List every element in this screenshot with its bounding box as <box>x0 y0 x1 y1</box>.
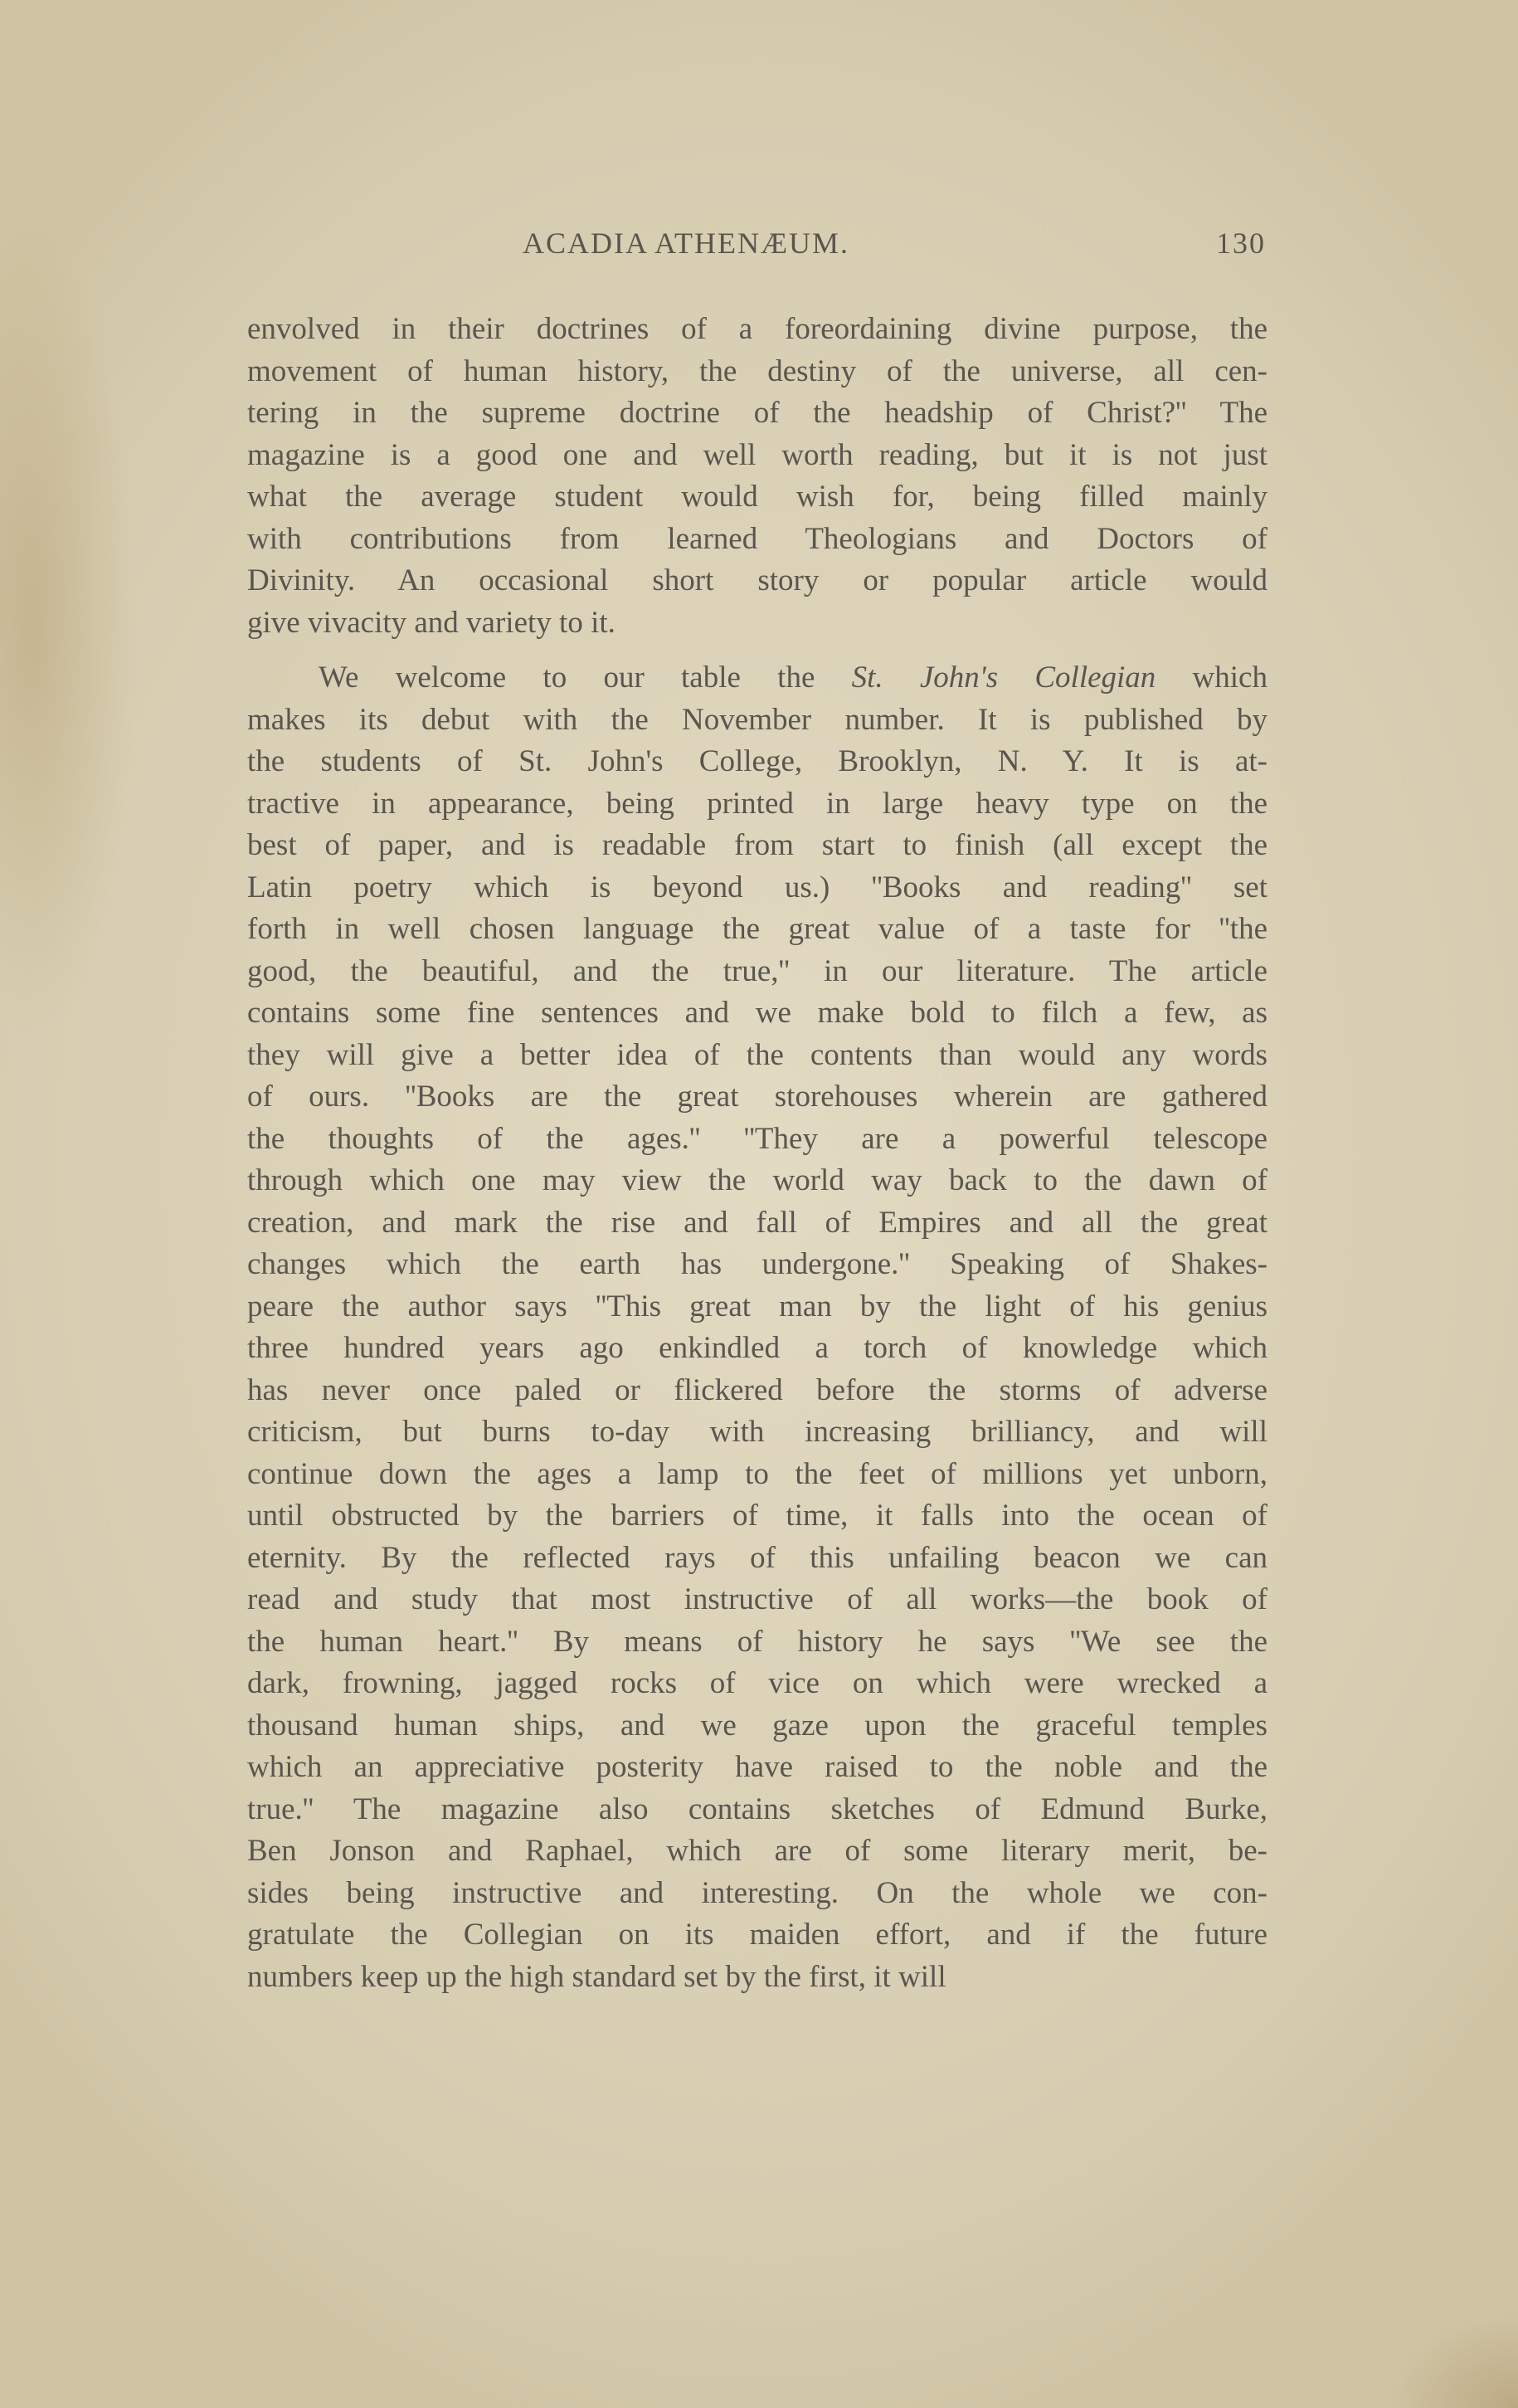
text-line: which an appreciative posterity have raised to the noble and the <box>247 1750 1267 1784</box>
publication-title: St. John's Collegian <box>851 660 1156 695</box>
text-line: changes which the earth has undergone.'' Speaking of Shakes- <box>247 1247 1267 1281</box>
text-line: creation, and mark the rise and fall of Empires and all the great <box>247 1205 1267 1240</box>
text-line: three hundred years ago enkindled a torch of knowledge which <box>247 1331 1267 1365</box>
text-line: forth in well chosen language the great value of a taste for ''the <box>247 912 1267 946</box>
text-line: has never once paled or flickered before the storms of adverse <box>247 1372 1267 1407</box>
text-line: movement of human history, the destiny of the universe, all cen- <box>247 353 1267 388</box>
text-run: We welcome to our table the <box>319 660 852 695</box>
text-line: the thoughts of the ages.'' ''They are a powerful telescope <box>247 1121 1267 1156</box>
text-line: with contributions from learned Theologians and Doctors of <box>247 521 1267 556</box>
text-line: magazine is a good one and well worth reading, but it is not just <box>247 437 1267 472</box>
text-run: which <box>1156 660 1267 695</box>
text-line: the students of St. John's College, Brooklyn, N. Y. It is at- <box>247 744 1267 778</box>
text-line: sides being instructive and interesting. On the whole we con- <box>247 1875 1267 1910</box>
article-body <box>247 309 1267 1998</box>
text-line: through which one may view the world way back to the dawn of <box>247 1163 1267 1197</box>
paragraph-2 <box>247 657 1267 1998</box>
text-line: true.'' The magazine also contains sketches of Edmund Burke, <box>247 1791 1267 1826</box>
text-line: contains some fine sentences and we make bold to filch a few, as <box>247 996 1267 1030</box>
text-line: Divinity. An occasional short story or popular article would <box>247 563 1267 597</box>
text-line: Ben Jonson and Raphael, which are of some literary merit, be- <box>247 1834 1267 1868</box>
text-line: dark, frowning, jagged rocks of vice on which were wrecked a <box>247 1666 1267 1700</box>
text-line: thousand human ships, and we gaze upon the graceful temples <box>247 1708 1267 1743</box>
text-line: give vivacity and variety to it. <box>247 605 615 640</box>
text-line-first <box>247 657 1267 699</box>
text-line: best of paper, and is readable from start to finish (all except the <box>247 828 1267 862</box>
text-line: of ours. ''Books are the great storehouses wherein are gathered <box>247 1080 1267 1114</box>
text-line: they will give a better idea of the contents than would any words <box>247 1037 1267 1072</box>
text-line: what the average student would wish for, being filled mainly <box>247 480 1267 514</box>
text-line: envolved in their doctrines of a foreordaining divine purpose, the <box>247 312 1267 346</box>
text-line: gratulate the Collegian on its maiden effort, and if the future <box>247 1918 1267 1952</box>
page-number: 130 <box>1216 227 1266 260</box>
text-line: good, the beautiful, and the true,'' in our literature. The article <box>247 953 1267 988</box>
text-line: Latin poetry which is beyond us.) ''Books and reading'' set <box>247 870 1267 904</box>
text-line: peare the author says ''This great man by the light of his genius <box>247 1289 1267 1323</box>
text-line: the human heart.'' By means of history he says ''We see the <box>247 1624 1267 1659</box>
text-line: eternity. By the reflected rays of this unfailing beacon we can <box>247 1540 1267 1575</box>
text-line: numbers keep up the high standard set by the first, it will <box>247 1959 946 1994</box>
text-line: tractive in appearance, being printed in large heavy type on the <box>247 786 1267 821</box>
text-line: tering in the supreme doctrine of the headship of Christ?'' The <box>247 396 1267 430</box>
text-line: read and study that most instructive of all works—the book of <box>247 1582 1267 1616</box>
paragraph-1 <box>247 309 1267 644</box>
text-line: continue down the ages a lamp to the feet of millions yet unborn, <box>247 1456 1267 1491</box>
text-line: until obstructed by the barriers of time, it falls into the ocean of <box>247 1499 1267 1533</box>
text-line: makes its debut with the November number. It is published by <box>247 702 1267 737</box>
page-header <box>249 226 1266 275</box>
running-title: ACADIA ATHENÆUM. <box>523 227 850 260</box>
text-line: criticism, but burns to-day with increasing brilliancy, and will <box>247 1415 1267 1449</box>
